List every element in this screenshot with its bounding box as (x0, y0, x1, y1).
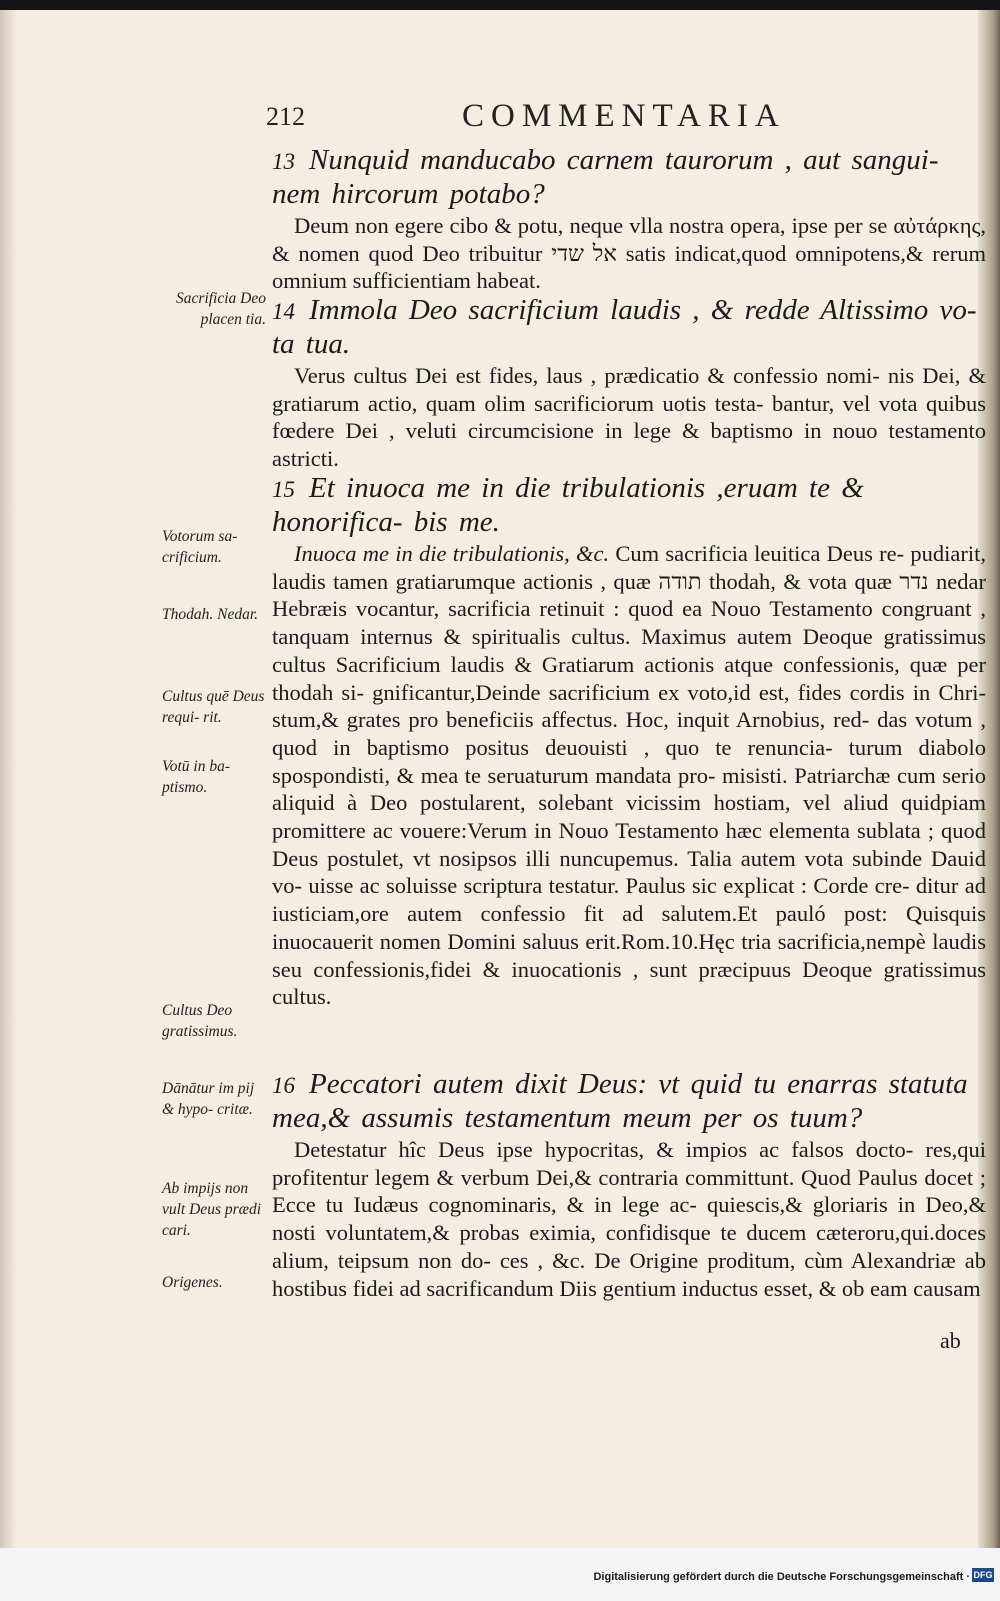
verse-16 (272, 1068, 986, 1135)
catchword: ab (940, 1328, 961, 1353)
marginal-note: Votū in ba- ptismo. (162, 758, 231, 796)
running-title: COMMENTARIA (462, 98, 786, 134)
paragraph-text: Cum sacrificia leuitica Deus re- pudiarit, laudis tamen gratiarumque actionis , quæ תודה thodah, & vota quæ נדר nedar Hebræis vocantur, sacrificia retinuit : quod ea Nouo Testamento congruant , tanquam internus & spiritualis cultus. Maximus autem Deoque gratissimus cultus Sacrificium laudis & Gratiarum actionis atque confessionis, quæ per thodah si- gnificantur,Deinde sacrificium ex voto,id est, fides cordis in Chri- stum,& grates pro beneficiis affectus. Hoc, inquit Arnobius, red- das votum , quod in baptismo positus deuouisti , quo te renuncia- turum diabolo spospondisti, & mea te seruaturum mandata pro- misisti. Patriarchæ cum serio aliquid à Deo postularent, solebant vicissim hostiam, vel aliud quidpiam promittere ac vouere:Verum in Nouo Testamento hæc elementa sublata ; quod Deus postulet, vt nosipsos illi nuncupemus. Talia autem vota subinde Dauid vo- uisse ac soluisse scriptura testatur. Paulus sic explicat : Corde cre- ditur ad iusticiam,ore autem confessio fit ad salutem.Et pauló post: Quisquis inuocauerit nomen Domini saluus erit.Rom.10.Hęc tria sacrificia,nempè laudis seu confessionis,fidei & inuocationis , sunt præcipuus Deoque gratissimus cultus. (272, 541, 986, 1010)
verse-text: Et inuoca me in die tribulationis ,eruam te & honorifica- bis me. (272, 472, 864, 538)
verse-14 (272, 294, 986, 361)
commentary-paragraph: Detestatur hîc Deus ipse hypocritas, & impios ac falsos docto- res,qui profitentur legem & verbum Dei,& contraria committunt. Quod Paulus docet ; Ecce tu Iudæus cognominaris, & in lege ac- quiescis,& gloriaris in Deo,& nosti voluntatem,& probas eximia, confidisque te ducem cæteroru,qui.doces alium, teipsum non do- ces , &c. De Origine proditum, cùm Alexandriæ ab hostibus fidei ad sacrificandum Diis gentium inductus esset, & ob eam causam (272, 1137, 986, 1301)
marginal-note: Dānātur im pij & hypo- critæ. (162, 1080, 255, 1118)
marginal-note: Sacrificia Deo placen tia. (176, 290, 266, 328)
marginal-note: Cultus quē Deus requi- rit. (162, 688, 265, 726)
verse-13 (272, 144, 986, 211)
commentary-paragraph: Verus cultus Dei est fides, laus , prædicatio & confessio nomi- nis Dei, & gratiarum actio, quam olim sacrificiorum uotis testa- bantur, vel vota quibus fœdere Dei , veluti circumcisione in lege & baptismo in nouo testamento astricti. (272, 363, 986, 472)
marginal-note: Votorum sa- crificium. (162, 528, 238, 566)
verse-15 (272, 472, 986, 539)
verse-number: 14 (272, 299, 295, 324)
page-header (266, 98, 826, 138)
commentary-paragraph (272, 540, 986, 1011)
commentary-paragraph: Deum non egere cibo & potu, neque vlla nostra opera, ipse per se αὐτάρκης, & nomen quod Deo tribuitur אל שדי satis indicat,quod omnipotens,& rerum omnium sufficientiam habeat. (272, 213, 986, 294)
lemma: Inuoca me in die tribulationis, &c. (294, 541, 610, 566)
footer-bar (0, 1548, 1000, 1601)
verse-number: 13 (272, 149, 295, 174)
verse-text: Peccatori autem dixit Deus: vt quid tu enarras statuta mea,& assumis testamentum meum per os tuum? (272, 1068, 968, 1134)
page-gutter (0, 10, 16, 1548)
scanned-page (0, 10, 1000, 1548)
marginal-note: Thodah. Nedar. (162, 606, 259, 623)
verse-number: 15 (272, 477, 295, 502)
funding-credit: Digitalisierung gefördert durch die Deutsche Forschungsgemeinschaft · (593, 1571, 970, 1583)
page-number: 212 (266, 102, 305, 131)
marginal-note: Cultus Deo gratissimus. (162, 1002, 238, 1040)
marginal-note: Origenes. (162, 1274, 223, 1291)
verse-text: Immola Deo sacrificium laudis , & redde Altissimo vo- ta tua. (272, 294, 977, 360)
dfg-logo: DFG (973, 1570, 993, 1580)
verse-text: Nunquid manducabo carnem taurorum , aut sangui- nem hircorum potabo? (272, 144, 939, 210)
marginal-note: Ab impijs non vult Deus prædi cari. (162, 1180, 262, 1239)
verse-number: 16 (272, 1073, 295, 1098)
